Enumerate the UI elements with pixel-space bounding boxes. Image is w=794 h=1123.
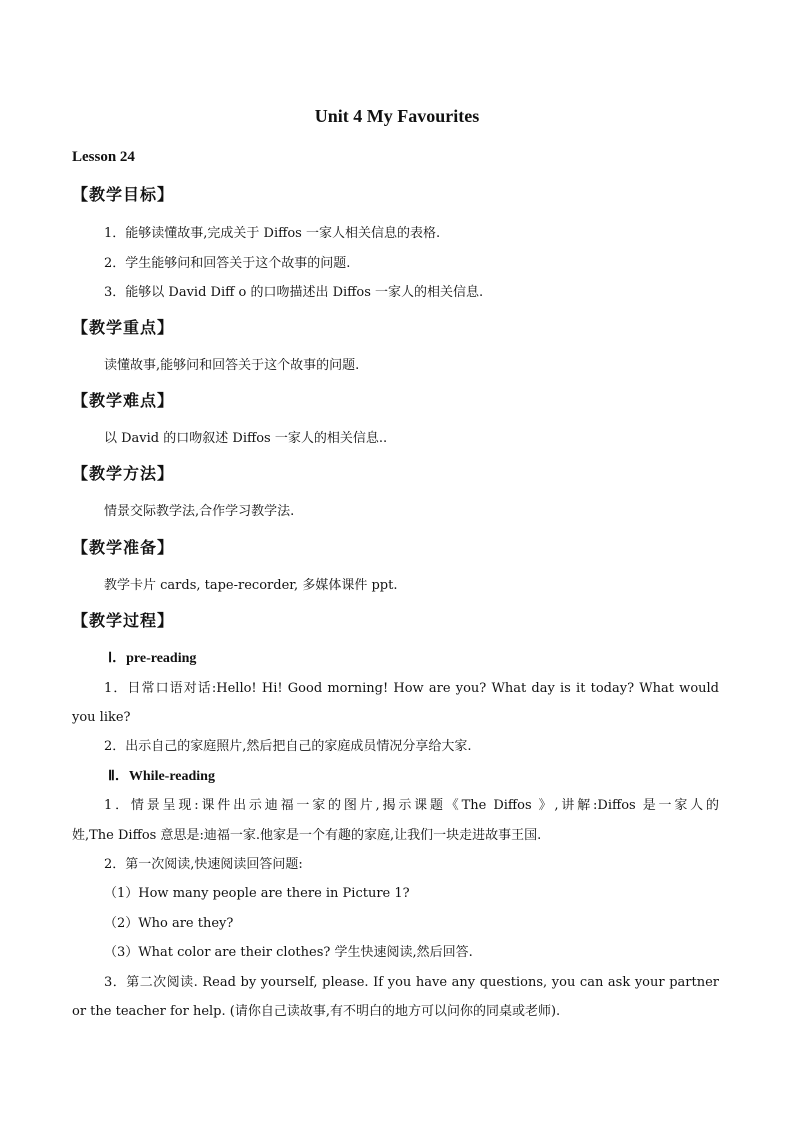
heading-process: 【教学过程】 [72,611,175,630]
while-item-3-line-2: or the teacher for help. (请你自己读故事,有不明白的地方可以问你的同桌或老师). [72,1004,561,1019]
heading-difficulties: 【教学难点】 [72,391,175,410]
key-points-text: 读懂故事,能够问和回答关于这个故事的问题. [104,358,360,373]
pre-reading-title: Ⅰ．pre-reading [108,651,197,666]
question-1: （1）How many people are there in Picture 1? [104,886,410,901]
doc-title: Unit 4 My Favourites [314,106,480,126]
heading-methods: 【教学方法】 [72,464,175,483]
lesson-label: Lesson 24 [72,149,135,165]
methods-text: 情景交际教学法,合作学习教学法. [104,504,295,519]
goal-item-3: 3．能够以 David Diff o 的口吻描述出 Diffos 一家人的相关信息. [104,285,484,300]
pre-item-1-line-1: 1．日常口语对话:Hello! Hi! Good morning! How are you? What day is it today? What would [104,681,719,696]
pre-item-1-line-2: you like? [72,710,131,725]
while-item-3-line-1: 3．第二次阅读. Read by yourself, please. If you have any questions, you can ask your partner [104,975,719,990]
while-reading-title: Ⅱ．While-reading [108,769,215,784]
heading-goals: 【教学目标】 [72,185,175,204]
pre-item-2: 2．出示自己的家庭照片,然后把自己的家庭成员情况分享给大家. [104,739,472,754]
preparation-text: 教学卡片 cards, tape-recorder, 多媒体课件 ppt. [104,578,398,593]
difficulties-text: 以 David 的口吻叙述 Diffos 一家人的相关信息.. [104,431,388,446]
while-item-2: 2．第一次阅读,快速阅读回答问题: [104,857,303,872]
question-3: （3）What color are their clothes? 学生快速阅读,然后回答. [104,945,473,960]
heading-preparation: 【教学准备】 [72,538,175,557]
goal-item-1: 1．能够读懂故事,完成关于 Diffos 一家人相关信息的表格. [104,226,441,241]
question-2: （2）Who are they? [104,916,234,931]
while-item-1-line-2: 姓,The Diffos 意思是:迪福一家.他家是一个有趣的家庭,让我们一块走进故事王国. [72,828,542,843]
heading-key-points: 【教学重点】 [72,318,175,337]
goal-item-2: 2．学生能够问和回答关于这个故事的问题. [104,256,351,271]
while-item-1-line-1: 1．情景呈现:课件出示迪福一家的图片,揭示课题《The Diffos 》,讲解:Diffos 是一家人的 [104,798,719,813]
